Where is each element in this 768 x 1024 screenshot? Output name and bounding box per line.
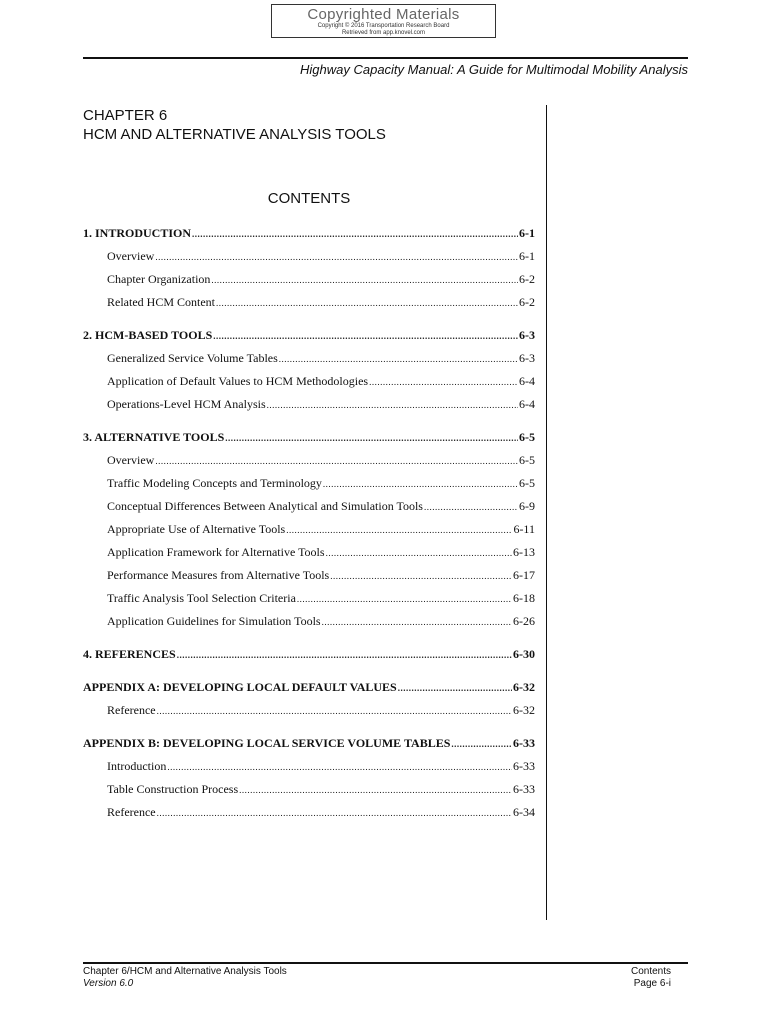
stamp-copyright-line: Copyright © 2016 Transportation Research Board bbox=[317, 23, 450, 29]
copyright-stamp bbox=[271, 4, 496, 38]
toc-entry[interactable] bbox=[83, 801, 535, 824]
toc-entry[interactable] bbox=[83, 370, 535, 393]
dot-leader bbox=[369, 371, 518, 394]
toc-page-number: 6-18 bbox=[513, 591, 535, 605]
toc-entry-label: 1. INTRODUCTION bbox=[83, 226, 192, 240]
toc-entry-label: 4. REFERENCES bbox=[83, 647, 176, 661]
dot-leader bbox=[157, 802, 512, 825]
chapter-title: HCM AND ALTERNATIVE ANALYSIS TOOLS bbox=[83, 126, 386, 143]
footer-rule bbox=[83, 962, 688, 964]
dot-leader bbox=[322, 611, 512, 634]
toc-page-number: 6-34 bbox=[513, 805, 535, 819]
toc-entry-label: Introduction bbox=[107, 759, 167, 773]
toc-page-number: 6-11 bbox=[513, 522, 535, 536]
dot-leader bbox=[330, 565, 512, 588]
dot-leader bbox=[192, 223, 518, 246]
footer-version: Version 6.0 bbox=[83, 978, 134, 989]
toc-entry[interactable] bbox=[83, 587, 535, 610]
toc-entry-label: APPENDIX A: DEVELOPING LOCAL DEFAULT VALUES bbox=[83, 680, 397, 694]
toc-page-number: 6-13 bbox=[513, 545, 535, 559]
toc-page-number: 6-4 bbox=[519, 374, 535, 388]
toc-entry[interactable] bbox=[83, 518, 535, 541]
toc-entry-label: Related HCM Content bbox=[107, 295, 215, 309]
dot-leader bbox=[225, 427, 518, 450]
toc-page-number: 6-1 bbox=[519, 226, 535, 240]
footer-section: Contents bbox=[630, 966, 671, 977]
toc-section-heading[interactable] bbox=[83, 676, 535, 699]
toc-entry[interactable] bbox=[83, 610, 535, 633]
dot-leader bbox=[424, 496, 518, 519]
toc-page-number: 6-4 bbox=[519, 397, 535, 411]
toc-section-heading[interactable] bbox=[83, 426, 535, 449]
chapter-label: CHAPTER 6 bbox=[83, 107, 168, 124]
toc-page-number: 6-33 bbox=[513, 782, 535, 796]
toc-page-number: 6-33 bbox=[513, 759, 535, 773]
toc-page-number: 6-17 bbox=[513, 568, 535, 582]
toc-entry-label: Chapter Organization bbox=[107, 272, 211, 286]
toc-entry-label: 3. ALTERNATIVE TOOLS bbox=[83, 430, 225, 444]
toc-section-heading[interactable] bbox=[83, 732, 535, 755]
toc-page-number: 6-5 bbox=[519, 453, 535, 467]
toc-page-number: 6-9 bbox=[519, 499, 535, 513]
footer-left bbox=[83, 966, 287, 990]
dot-leader bbox=[213, 325, 518, 348]
toc-page-number: 6-2 bbox=[519, 272, 535, 286]
dot-leader bbox=[323, 473, 518, 496]
dot-leader bbox=[267, 394, 518, 417]
contents-heading: CONTENTS bbox=[267, 190, 351, 207]
toc-entry[interactable] bbox=[83, 778, 535, 801]
toc-entry[interactable] bbox=[83, 291, 535, 314]
table-of-contents bbox=[83, 222, 535, 834]
dot-leader bbox=[157, 700, 512, 723]
toc-entry-label: Performance Measures from Alternative Tools bbox=[107, 568, 330, 582]
toc-page-number: 6-3 bbox=[519, 328, 535, 342]
dot-leader bbox=[155, 450, 518, 473]
toc-entry-label: Appropriate Use of Alternative Tools bbox=[107, 522, 286, 536]
toc-section bbox=[83, 222, 535, 314]
toc-entry-label: Conceptual Differences Between Analytical and Simulation Tools bbox=[107, 499, 423, 513]
toc-page-number: 6-3 bbox=[519, 351, 535, 365]
toc-entry-label: APPENDIX B: DEVELOPING LOCAL SERVICE VOLUME TABLES bbox=[83, 736, 451, 750]
toc-entry-label: Generalized Service Volume Tables bbox=[107, 351, 278, 365]
toc-entry-label: Application Guidelines for Simulation Tools bbox=[107, 614, 321, 628]
dot-leader bbox=[216, 292, 518, 315]
toc-section-heading[interactable] bbox=[83, 324, 535, 347]
toc-entry[interactable] bbox=[83, 393, 535, 416]
toc-entry-label: Traffic Modeling Concepts and Terminology bbox=[107, 476, 322, 490]
toc-section bbox=[83, 324, 535, 416]
toc-entry-label: Table Construction Process bbox=[107, 782, 239, 796]
header-rule bbox=[83, 57, 688, 59]
dot-leader bbox=[239, 779, 512, 802]
stamp-retrieved-line: Retrieved from app.knovel.com bbox=[341, 30, 426, 36]
toc-entry[interactable] bbox=[83, 449, 535, 472]
dot-leader bbox=[155, 246, 518, 269]
toc-entry[interactable] bbox=[83, 541, 535, 564]
toc-entry-label: Application Framework for Alternative Tools bbox=[107, 545, 325, 559]
dot-leader bbox=[398, 677, 512, 700]
toc-page-number: 6-5 bbox=[519, 476, 535, 490]
toc-entry-label: 2. HCM-BASED TOOLS bbox=[83, 328, 213, 342]
toc-page-number: 6-32 bbox=[513, 703, 535, 717]
dot-leader bbox=[177, 644, 512, 667]
toc-entry[interactable] bbox=[83, 755, 535, 778]
toc-section bbox=[83, 676, 535, 722]
toc-entry[interactable] bbox=[83, 699, 535, 722]
dot-leader bbox=[326, 542, 512, 565]
toc-page-number: 6-2 bbox=[519, 295, 535, 309]
footer-chapter: Chapter 6/HCM and Alternative Analysis Tools bbox=[83, 966, 287, 977]
dot-leader bbox=[279, 348, 518, 371]
dot-leader bbox=[167, 756, 512, 779]
toc-entry-label: Operations-Level HCM Analysis bbox=[107, 397, 266, 411]
toc-section-heading[interactable] bbox=[83, 222, 535, 245]
toc-entry[interactable] bbox=[83, 495, 535, 518]
toc-entry-label: Reference bbox=[107, 805, 156, 819]
dot-leader bbox=[286, 519, 512, 542]
toc-entry-label: Reference bbox=[107, 703, 156, 717]
toc-page-number: 6-32 bbox=[513, 680, 535, 694]
toc-section bbox=[83, 643, 535, 666]
toc-page-number: 6-26 bbox=[513, 614, 535, 628]
toc-page-number: 6-5 bbox=[519, 430, 535, 444]
toc-entry[interactable] bbox=[83, 472, 535, 495]
toc-entry-label: Application of Default Values to HCM Methodologies bbox=[107, 374, 369, 388]
toc-page-number: 6-1 bbox=[519, 249, 535, 263]
margin-rule bbox=[546, 105, 547, 920]
running-header: Highway Capacity Manual: A Guide for Multimodal Mobility Analysis bbox=[300, 62, 688, 77]
stamp-title: Copyrighted Materials bbox=[307, 6, 460, 23]
toc-entry[interactable] bbox=[83, 347, 535, 370]
toc-section bbox=[83, 732, 535, 824]
toc-section-heading[interactable] bbox=[83, 643, 535, 666]
toc-entry-label: Overview bbox=[107, 249, 155, 263]
dot-leader bbox=[297, 588, 512, 611]
toc-entry-label: Traffic Analysis Tool Selection Criteria bbox=[107, 591, 296, 605]
footer-right bbox=[631, 966, 671, 990]
toc-entry[interactable] bbox=[83, 245, 535, 268]
toc-entry-label: Overview bbox=[107, 453, 155, 467]
toc-section bbox=[83, 426, 535, 633]
toc-page-number: 6-30 bbox=[513, 647, 535, 661]
toc-entry[interactable] bbox=[83, 268, 535, 291]
footer-page-number: Page 6-i bbox=[633, 978, 671, 989]
dot-leader bbox=[451, 733, 512, 756]
dot-leader bbox=[211, 269, 518, 292]
toc-page-number: 6-33 bbox=[513, 736, 535, 750]
toc-entry[interactable] bbox=[83, 564, 535, 587]
